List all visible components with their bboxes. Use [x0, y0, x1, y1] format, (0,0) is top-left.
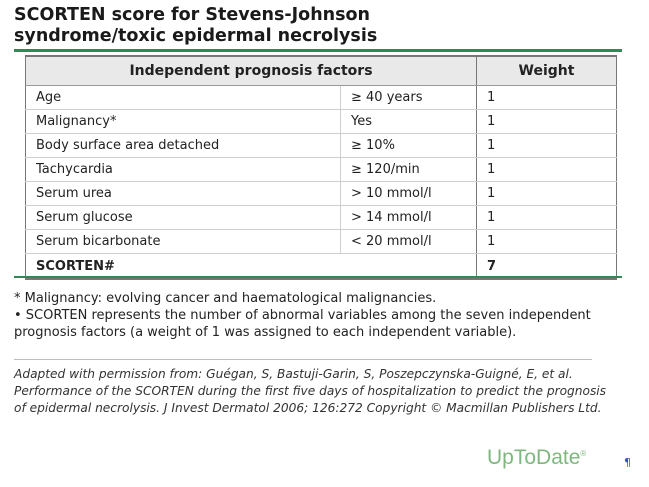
threshold-cell: ≥ 40 years — [341, 86, 477, 110]
threshold-cell: Yes — [341, 110, 477, 134]
page-title — [14, 5, 624, 47]
factor-cell: Tachycardia — [26, 158, 341, 182]
pilcrow-icon: ¶ — [624, 456, 631, 469]
scorten-table — [25, 55, 617, 280]
credit-divider — [14, 359, 592, 360]
footnotes — [14, 290, 624, 341]
factor-cell: Body surface area detached — [26, 134, 341, 158]
registered-mark: ® — [580, 449, 587, 458]
title-line-1: SCORTEN score for Stevens-Johnson — [14, 5, 371, 25]
table-row — [26, 158, 617, 182]
factor-cell: Serum glucose — [26, 206, 341, 230]
table-row — [26, 110, 617, 134]
scorten-footnote: • SCORTEN represents the number of abnormal variables among the seven independent prognosis factors (a weight of 1 was assigned to each independent variable). — [14, 308, 591, 340]
factor-cell: Malignancy* — [26, 110, 341, 134]
table-header-row — [26, 56, 617, 86]
weight-cell: 1 — [477, 158, 617, 182]
weight-cell: 1 — [477, 110, 617, 134]
uptodate-logo — [487, 446, 586, 470]
header-weight: Weight — [477, 56, 617, 86]
malignancy-footnote: * Malignancy: evolving cancer and haematological malignancies. — [14, 291, 437, 306]
brand-name: UpToDate — [487, 446, 581, 469]
weight-cell: 1 — [477, 86, 617, 110]
table-row — [26, 134, 617, 158]
table-row — [26, 86, 617, 110]
factor-cell: Age — [26, 86, 341, 110]
total-label: SCORTEN# — [26, 254, 341, 280]
weight-cell: 1 — [477, 230, 617, 254]
factor-cell: Serum urea — [26, 182, 341, 206]
total-weight: 7 — [477, 254, 617, 280]
source-credit: Adapted with permission from: Guégan, S, Bastuji-Garin, S, Poszepczynska-Guigné, E, et al. Performance of the SCORTEN during the first five days of hospitalization to predict the prognosis of epidermal necrolysis. J Invest Dermatol 2006; 126:272 Copyright © Macmillan Publishers Ltd. — [14, 367, 607, 415]
top-divider — [14, 49, 622, 52]
weight-cell: 1 — [477, 182, 617, 206]
table-row — [26, 230, 617, 254]
threshold-cell: > 14 mmol/l — [341, 206, 477, 230]
table-row — [26, 182, 617, 206]
header-factors: Independent prognosis factors — [26, 56, 477, 86]
table-bottom-divider — [14, 276, 622, 278]
title-line-2: syndrome/toxic epidermal necrolysis — [14, 26, 378, 46]
threshold-cell: > 10 mmol/l — [341, 182, 477, 206]
factor-cell: Serum bicarbonate — [26, 230, 341, 254]
threshold-cell: ≥ 10% — [341, 134, 477, 158]
table-row — [26, 206, 617, 230]
weight-cell: 1 — [477, 206, 617, 230]
weight-cell: 1 — [477, 134, 617, 158]
threshold-cell: ≥ 120/min — [341, 158, 477, 182]
threshold-cell: < 20 mmol/l — [341, 230, 477, 254]
